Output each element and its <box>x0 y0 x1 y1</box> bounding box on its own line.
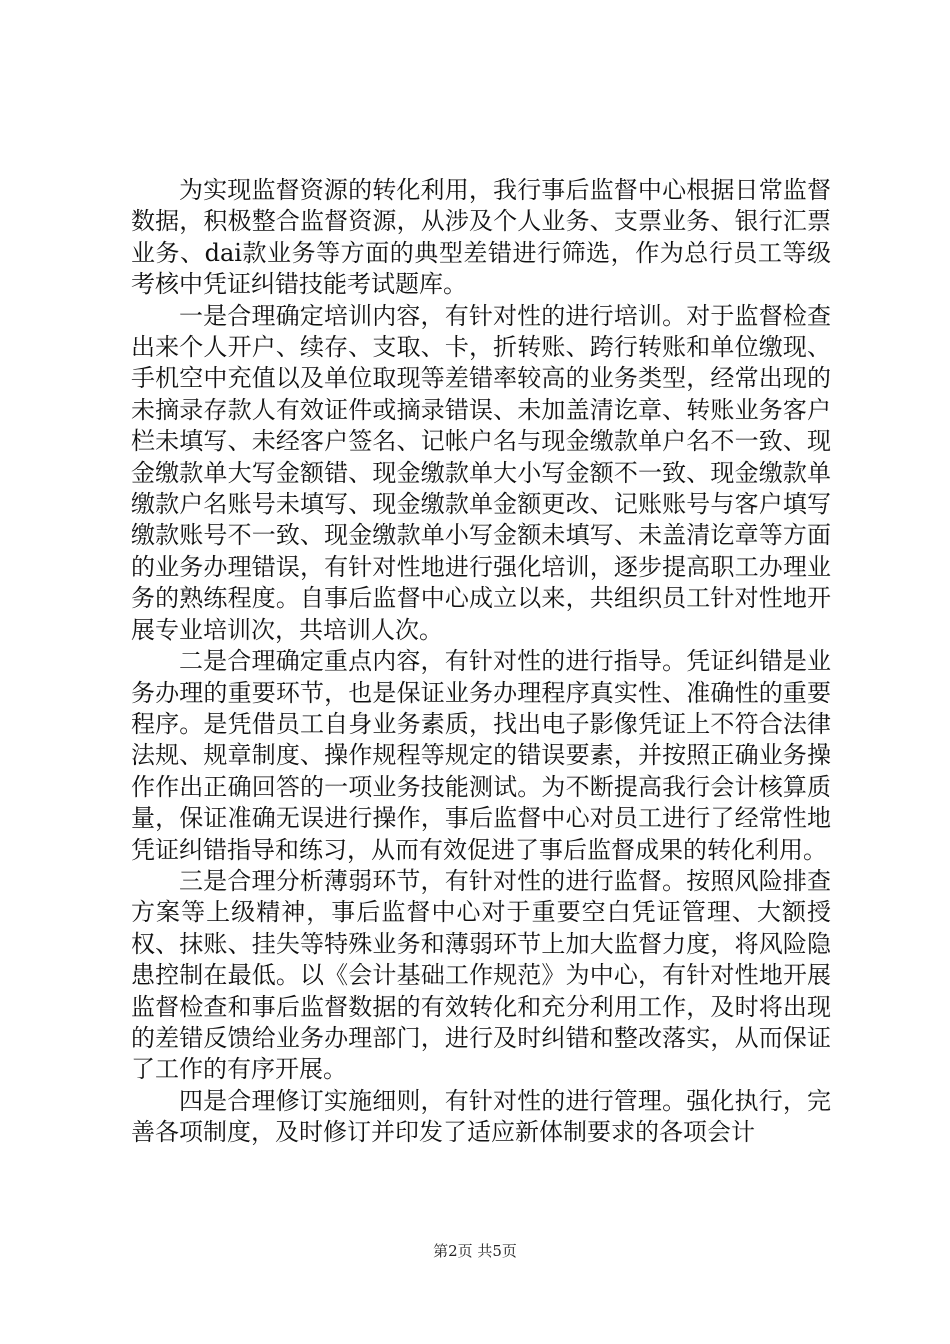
page-number-footer: 第2页 共5页 <box>433 1242 517 1260</box>
paragraph-guidance: 二是合理确定重点内容，有针对性的进行指导。凭证纠错是业务办理的重要环节，也是保证业务办理程序真实性、准确性的重要程序。是凭借员工自身业务素质，找出电子影像凭证上不符合法律法规、规章制度、操作规程等规定的错误要素，并按照正确业务操作作出正确回答的一项业务技能测试。为不断提高我行会计核算质量，保证准确无误进行操作，事后监督中心对员工进行了经常性地凭证纠错指导和练习，从而有效促进了事后监督成果的转化利用。 <box>131 647 831 864</box>
paragraph-management: 四是合理修订实施细则，有针对性的进行管理。强化执行，完善各项制度，及时修订并印发了适应新体制要求的各项会计 <box>131 1086 831 1147</box>
document-body <box>131 175 831 1149</box>
paragraph-supervision: 三是合理分析薄弱环节，有针对性的进行监督。按照风险排查方案等上级精神，事后监督中心对于重要空白凭证管理、大额授权、抹账、挂失等特殊业务和薄弱环节上加大监督力度，将风险隐患控制在最低。以《会计基础工作规范》为中心，有针对性地开展监督检查和事后监督数据的有效转化和充分利用工作，及时将出现的差错反馈给业务办理部门，进行及时纠错和整改落实，从而保证了工作的有序开展。 <box>131 866 831 1084</box>
paragraph-intro: 为实现监督资源的转化利用，我行事后监督中心根据日常监督数据，积极整合监督资源，从涉及个人业务、支票业务、银行汇票业务、dai款业务等方面的典型差错进行筛选，作为总行员工等级考核中凭证纠错技能考试题库。 <box>131 176 831 299</box>
paragraph-training: 一是合理确定培训内容，有针对性的进行培训。对于监督检查出来个人开户、续存、支取、卡，折转账、跨行转账和单位缴现、手机空中充值以及单位取现等差错率较高的业务类型，经常出现的未摘录存款人有效证件或摘录错误、未加盖清讫章、转账业务客户栏未填写、未经客户签名、记帐户名与现金缴款单户名不一致、现金缴款单大写金额错、现金缴款单大小写金额不一致、现金缴款单缴款户名账号未填写、现金缴款单金额更改、记账账号与客户填写缴款账号不一致、现金缴款单小写金额未填写、未盖清讫章等方面的业务办理错误，有针对性地进行强化培训，逐步提高职工办理业务的熟练程度。自事后监督中心成立以来，共组织员工针对性地开展专业培训次，共培训人次。 <box>131 301 831 644</box>
